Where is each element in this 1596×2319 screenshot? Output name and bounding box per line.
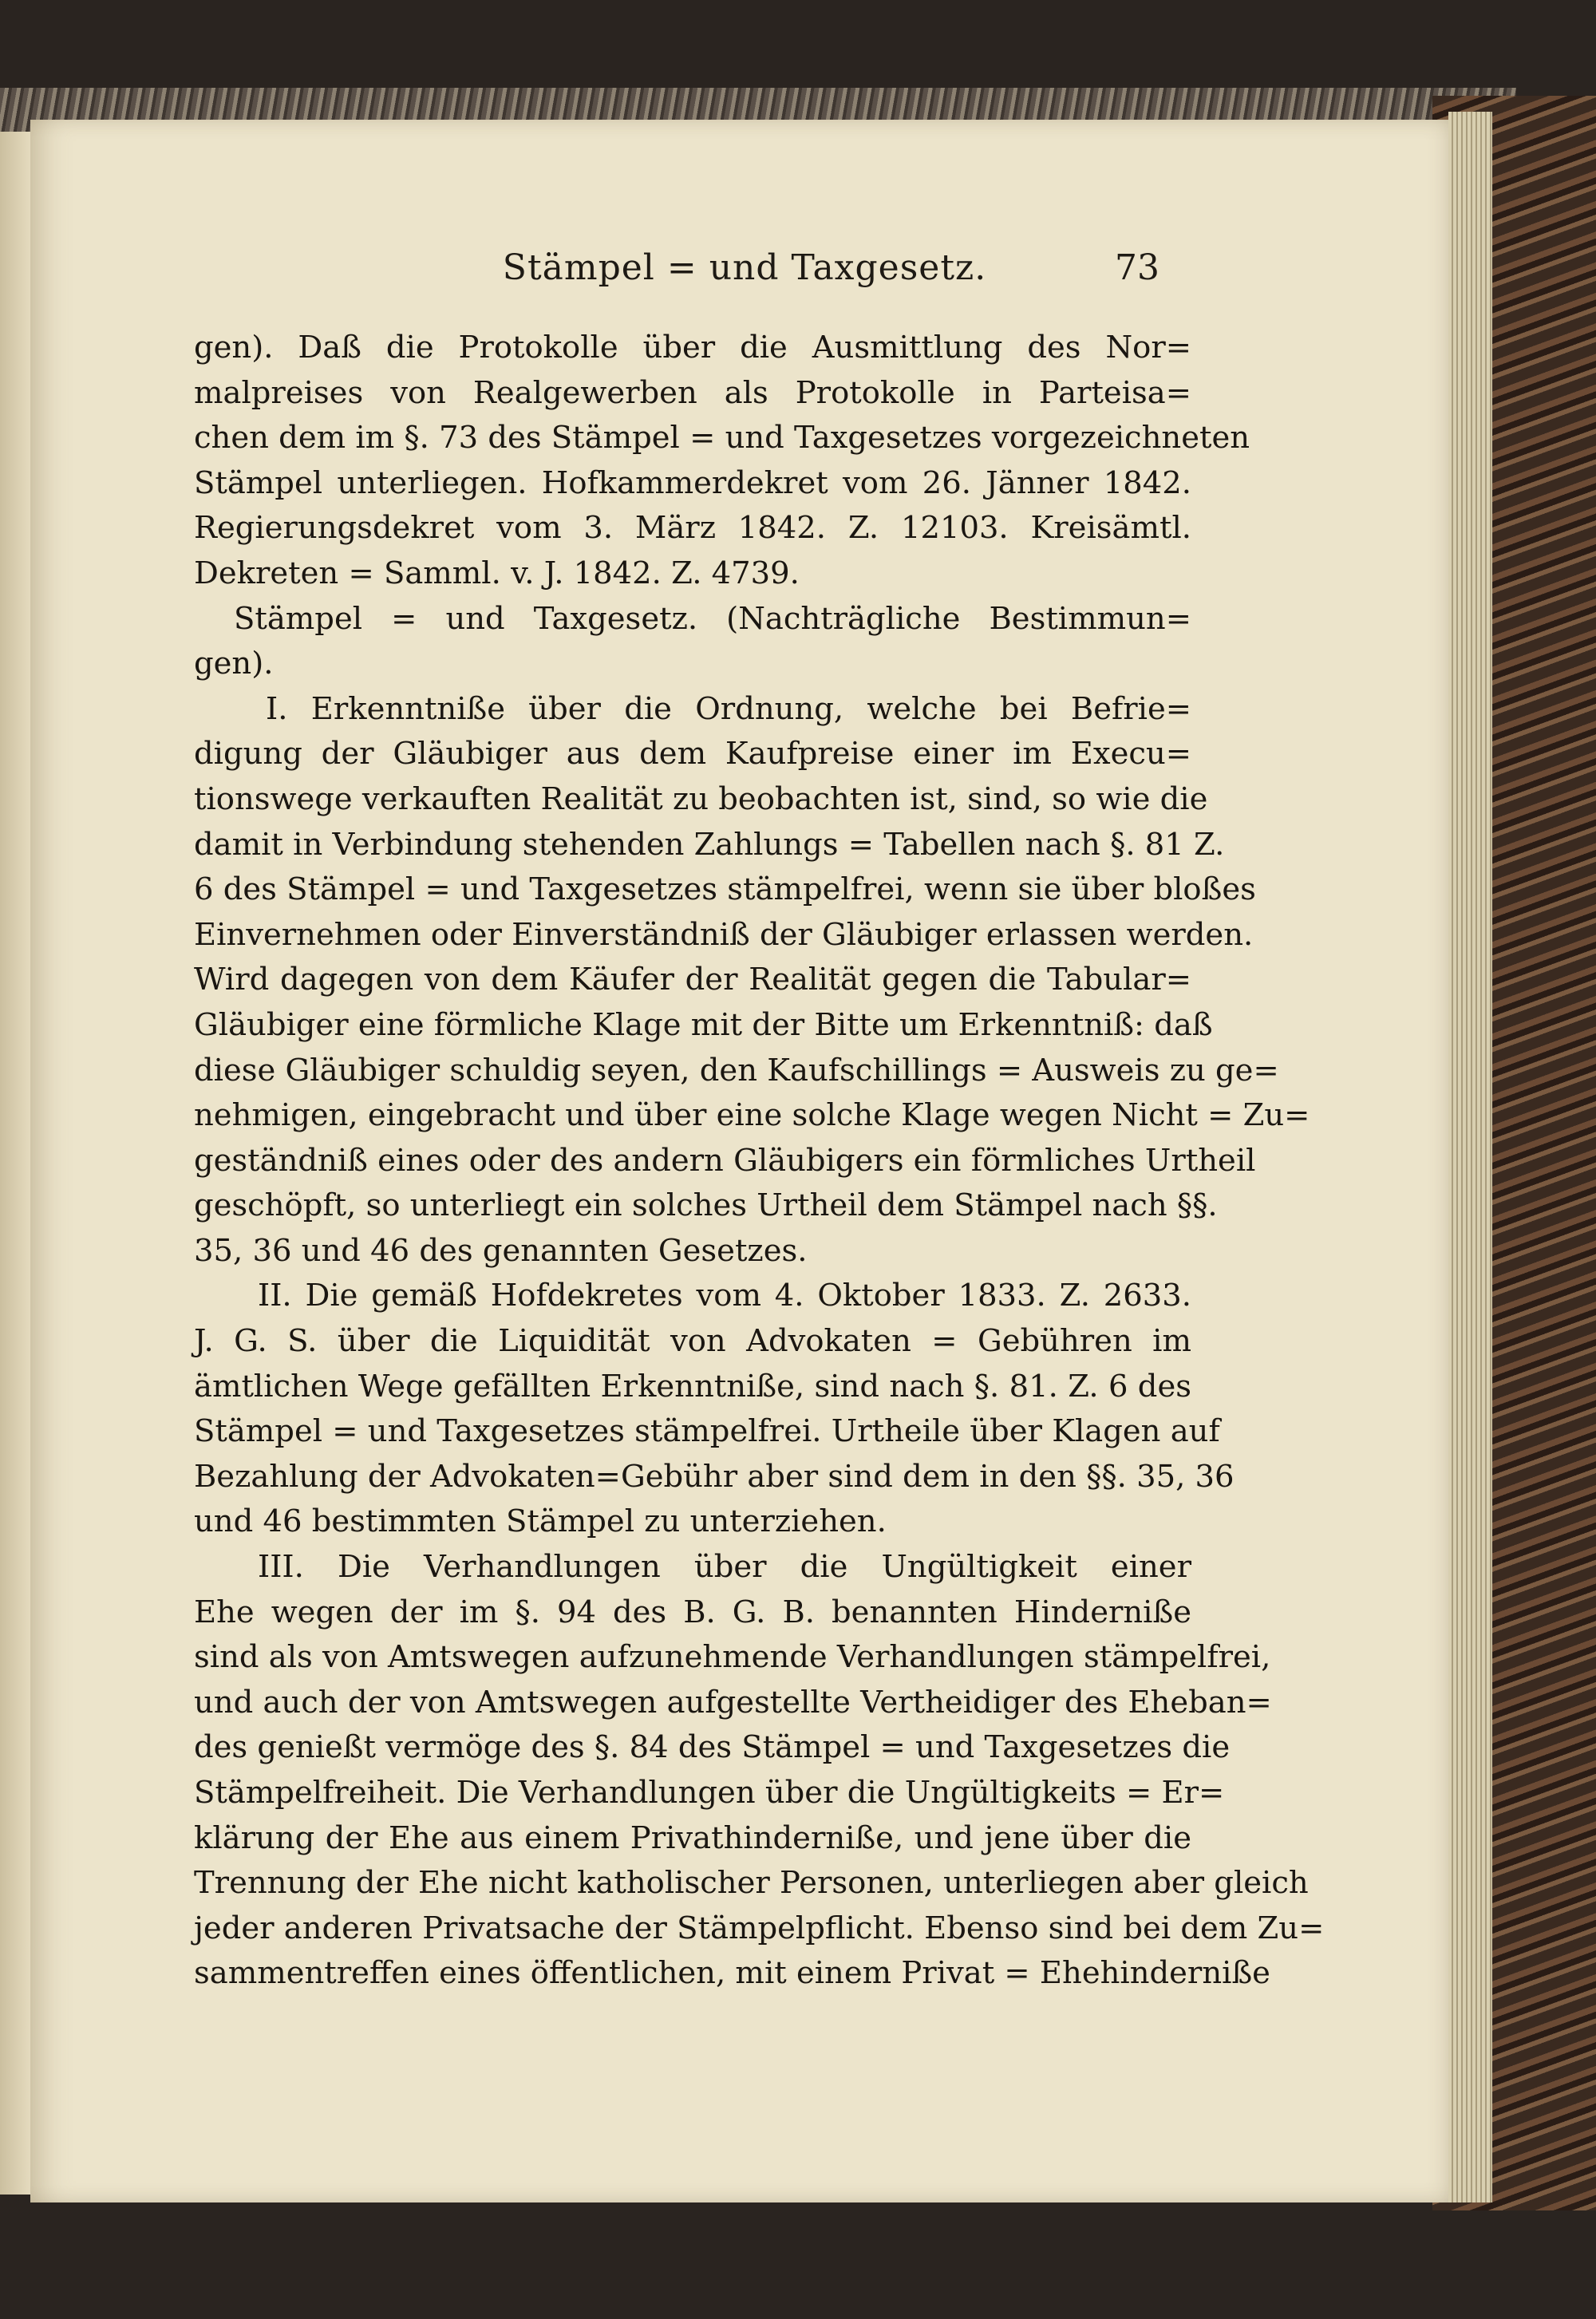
text-line: Bezahlung der Advokaten=Gebühr aber sind dem in den §§. 35, 36 [194, 1458, 1235, 1495]
page-block-edge [1448, 112, 1492, 2202]
text-line: III. Die Verhandlungen über die Ungültigkeit einer [258, 1549, 1191, 1586]
book-page [30, 120, 1459, 2202]
text-line: tionswege verkauften Realität zu beobachten ist, sind, so wie die [194, 780, 1208, 817]
text-line: diese Gläubiger schuldig seyen, den Kaufschillings = Ausweis zu ge= [194, 1052, 1279, 1088]
text-line: und 46 bestimmten Stämpel zu unterziehen. [194, 1503, 887, 1540]
text-line: sind als von Amtswegen aufzunehmende Verhandlungen stämpelfrei, [194, 1639, 1271, 1676]
page-number: 73 [1115, 247, 1159, 288]
text-line: gen). Daß die Protokolle über die Ausmittlung des Nor= [194, 330, 1191, 365]
text-line: ämtlichen Wege gefällten Erkenntniße, sind nach §. 81. Z. 6 des [194, 1368, 1191, 1404]
text-line: jeder anderen Privatsache der Stämpelpflicht. Ebenso sind bei dem Zu= [194, 1910, 1325, 1946]
text-line: I. Erkenntniße über die Ordnung, welche bei Befrie= [266, 690, 1191, 727]
text-line: geschöpft, so unterliegt ein solches Urtheil dem Stämpel nach §§. [194, 1187, 1218, 1224]
text-line: Stämpel = und Taxgesetzes stämpelfrei. Urtheile über Klagen auf [194, 1413, 1220, 1450]
text-line: Wird dagegen von dem Käufer der Realität gegen die Tabular= [194, 962, 1191, 998]
text-line: und auch der von Amtswegen aufgestellte Vertheidiger des Eheban= [194, 1684, 1272, 1720]
facing-page-edge [0, 120, 32, 2195]
text-line: Stämpel unterliegen. Hofkammerdekret vom 26. Jänner 1842. [194, 464, 1191, 501]
text-line: Dekreten = Samml. v. J. 1842. Z. 4739. [194, 555, 800, 591]
text-line: sammentreffen eines öffentlichen, mit einem Privat = Ehehinderniße [194, 1955, 1270, 1992]
text-line: damit in Verbindung stehenden Zahlungs = Tabellen nach §. 81 Z. [194, 826, 1225, 863]
running-head [30, 247, 1459, 295]
text-line: gen). [194, 646, 274, 682]
text-line: des genießt vermöge des §. 84 des Stämpel = und Taxgesetzes die [194, 1729, 1231, 1766]
text-line: 6 des Stämpel = und Taxgesetzes stämpelfrei, wenn sie über bloßes [194, 871, 1256, 908]
text-line: Regierungsdekret vom 3. März 1842. Z. 12103. Kreisämtl. [194, 510, 1191, 547]
text-line: Einvernehmen oder Einverständniß der Gläubiger erlassen werden. [194, 916, 1254, 953]
text-line: nehmigen, eingebracht und über eine solche Klage wegen Nicht = Zu= [194, 1097, 1310, 1134]
text-line: Trennung der Ehe nicht katholischer Personen, unterliegen aber gleich [194, 1865, 1309, 1902]
text-line: Gläubiger eine förmliche Klage mit der Bitte um Erkenntniß: daß [194, 1006, 1213, 1043]
body-text [194, 326, 1325, 1997]
running-head-title: Stämpel = und Taxgesetz. [502, 247, 987, 288]
text-line: chen dem im §. 73 des Stämpel = und Taxgesetzes vorgezeichneten [194, 420, 1250, 456]
text-line: II. Die gemäß Hofdekretes vom 4. Oktober 1833. Z. 2633. [258, 1278, 1191, 1314]
text-line: digung der Gläubiger aus dem Kaufpreise einer im Execu= [194, 736, 1191, 772]
text-line: 35, 36 und 46 des genannten Gesetzes. [194, 1232, 808, 1269]
text-line: Stämpelfreiheit. Die Verhandlungen über die Ungültigkeits = Er= [194, 1775, 1225, 1811]
text-line: Stämpel = und Taxgesetz. (Nachträgliche Bestimmun= [234, 600, 1191, 637]
text-line: malpreises von Realgewerben als Protokolle in Parteisa= [194, 374, 1191, 411]
text-line: J. G. S. über die Liquidität von Advokaten = Gebühren im [194, 1323, 1191, 1360]
text-line: klärung der Ehe aus einem Privathinderniße, und jene über die [194, 1819, 1191, 1856]
text-line: Ehe wegen der im §. 94 des B. G. B. benannten Hinderniße [194, 1594, 1191, 1630]
text-line: geständniß eines oder des andern Gläubigers ein förmliches Urtheil [194, 1142, 1256, 1179]
